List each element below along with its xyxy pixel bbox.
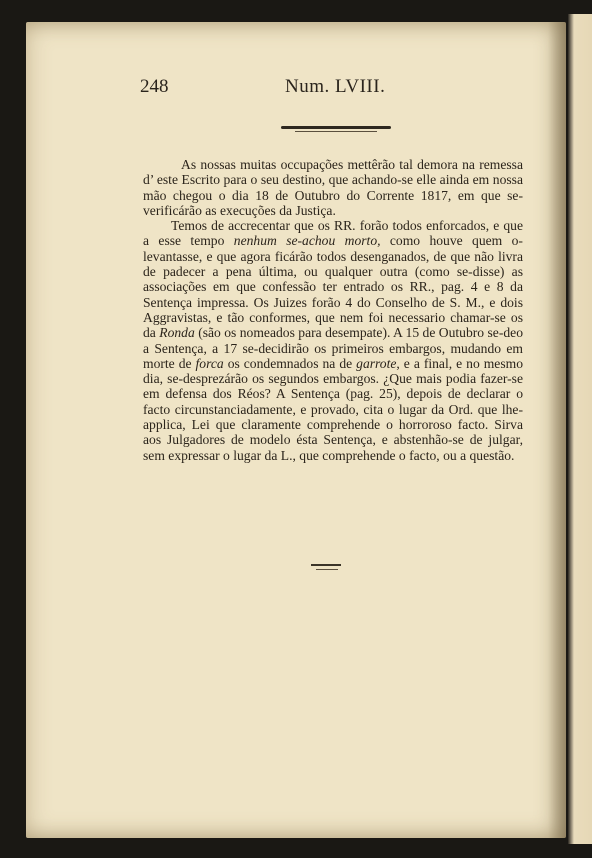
page-number: 248	[140, 76, 169, 97]
paragraph-2	[143, 218, 523, 463]
facing-page-edge	[568, 14, 592, 844]
closing-ornament-rule-thin	[316, 569, 338, 570]
paragraph-2-part-e: , e a final, e no mesmo dia, se-desprezárão os segundos embargos. ¿Que mais podia fazer-se em defensa dos Réos? A Sentença (pag. 25), depois de declarar o facto circunstanciadamente, e provado, cita o lugar da Ord. que lhe-applica, Lei que claramente comprehende o horroroso facto. Sirva aos Julgadores de modelo ésta Sentença, e abstenhão-se de julgar, sem expressar o lugar da L., que comprehende o facto, ou a questão.	[143, 355, 523, 463]
paragraph-2-part-d: os condemnados na de	[227, 355, 353, 371]
body-text	[143, 157, 523, 463]
paragraph-2-part-a: Temos de accrecentar que os RR. forão todos enforcados, e que a esse tempo	[143, 218, 523, 249]
spine-shadow	[548, 22, 566, 838]
closing-ornament-rule	[311, 564, 341, 566]
header-rule	[281, 126, 391, 129]
italic-word-ronda: Ronda	[159, 325, 195, 341]
paragraph-1: As nossas muitas occupações mettêrão tal demora na remessa d’ este Escrito para o seu destino, que achando-se elle ainda em nossa mão chegou o dia 18 de Outubro do Corrente 1817, em que se-verificárão as execuções da Justiça.	[143, 157, 523, 218]
running-head: Num. LVIII.	[285, 76, 386, 97]
italic-phrase-nenhum-morto: nenhum se-achou morto,	[233, 233, 381, 249]
paragraph-2-part-c: (são os nomeados para desempate). A 15 de Outubro se-deo a Sentença, a 17 se-decidirão os primeiros embargos, mudando em morte de	[143, 325, 523, 371]
header-rule-thin	[295, 131, 377, 132]
paragraph-2-part-b: como houve quem o-levantasse, e que agora ficárão todos desenganados, de que não livra de padecer a pena última, ou qualquer outra (como se-disse) as associações em que confessão ter entrado os RR., pag. 4 e 8 da Sentença impressa. Os Juizes forão 4 do Conselho de S. M., e dois Aggravistas, e tão conformes, que nem foi necessario chamar-se os da	[143, 233, 523, 341]
italic-word-forca: forca	[195, 355, 224, 371]
italic-word-garrote: garrote	[356, 355, 397, 371]
